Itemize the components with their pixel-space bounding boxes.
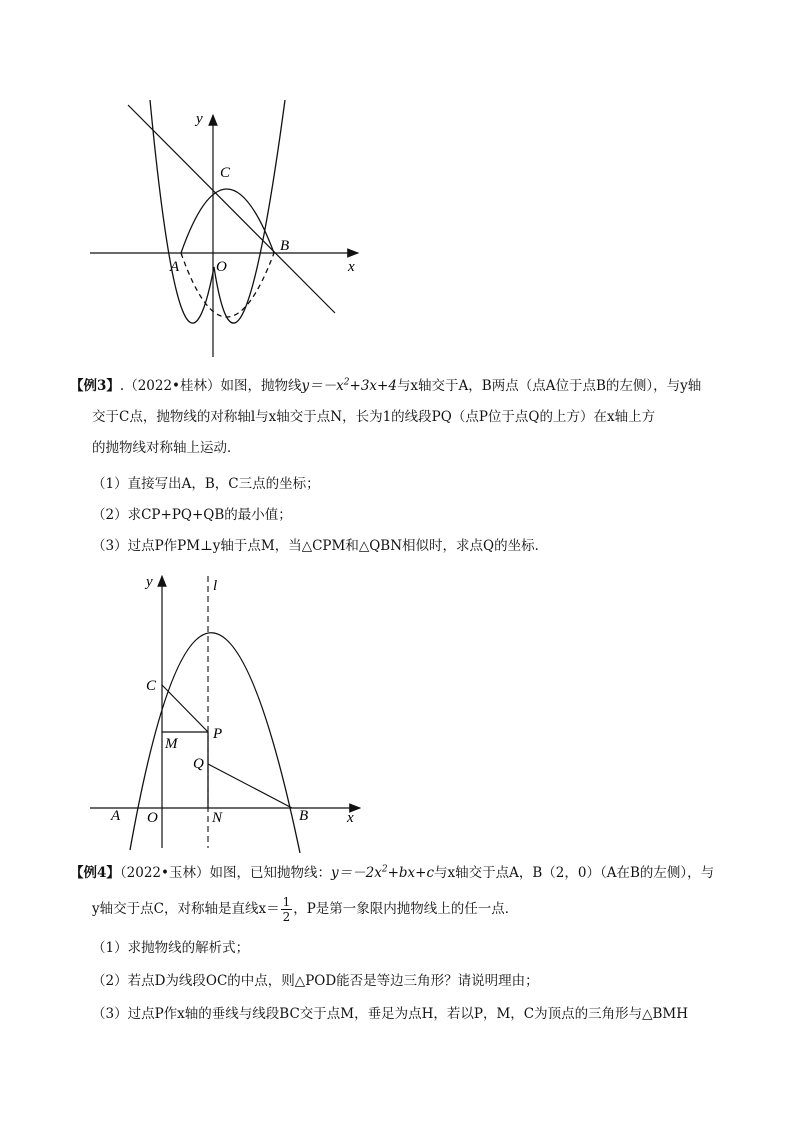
- label-o: O: [216, 259, 227, 275]
- label-n: N: [212, 810, 223, 826]
- example-4-q1: （1）求抛物线的解析式；: [92, 940, 250, 956]
- example-4: [70, 858, 730, 929]
- label-c: C: [146, 678, 157, 694]
- label-a: A: [170, 259, 180, 275]
- label-x: x: [348, 259, 355, 275]
- equation-4: $y=-2x^2+bx+c$: [330, 864, 435, 881]
- fraction-one-half: $\frac{1}{2}$: [282, 895, 291, 924]
- example-3-tag: 【例3】: [70, 378, 120, 394]
- solid-arc: [181, 189, 274, 253]
- label-p: P: [213, 726, 223, 742]
- label-l: l: [213, 578, 218, 594]
- example-4-tag: 【例4】: [70, 865, 120, 881]
- label-b: B: [280, 238, 290, 254]
- upward-parabola: [150, 100, 285, 323]
- example-4-q2: （2）若点D为线段OC的中点，则△POD能否是等边三角形？请说明理由；: [92, 973, 539, 989]
- equation-3: $y=-x^2+3x+4$: [301, 377, 397, 394]
- example-4-line-1: 【例4】（2022•玉林）如图，已知抛物线：$y=-2x^2+bx+c$与x轴交于点A，B（2，0）（A在B的左侧），与: [70, 864, 715, 881]
- label-y: y: [196, 111, 203, 127]
- example-3-q3: （3）过点P作PM⊥y轴于点M，当△CPM和△QBN相似时，求点Q的坐标．: [92, 538, 549, 554]
- figure-1: [80, 95, 380, 365]
- dashed-arc: [181, 253, 274, 317]
- segment-cp: [162, 685, 208, 732]
- example-3-line-1: 【例3】.（2022•桂林）如图，抛物线$y=-x^2+3x+4$与x轴交于A，B两点（点A位于点B的左侧），与y轴: [70, 377, 702, 394]
- example-3-q2: （2）求CP+PQ+QB的最小值；: [92, 507, 292, 523]
- label-a: A: [111, 808, 121, 824]
- line-cb: [128, 105, 335, 313]
- label-b: B: [299, 808, 309, 824]
- example-3: [70, 371, 730, 464]
- label-q: Q: [193, 756, 204, 772]
- label-o: O: [147, 810, 158, 826]
- label-c: C: [220, 165, 231, 181]
- example-4-q3: （3）过点P作x轴的垂线与线段BC交于点M，垂足为点H，若以P，M，C为顶点的三角形与△BMH: [92, 1006, 689, 1022]
- example-3-line-2: 交于C点，抛物线的对称轴l与x轴交于点N，长为1的线段PQ（点P位于点Q的上方）在x轴上方: [92, 409, 656, 425]
- example-3-q1: （1）直接写出A，B，C三点的坐标；: [92, 476, 320, 492]
- label-y: y: [146, 574, 153, 590]
- figure-2: [85, 568, 375, 853]
- example-3-line-3: 的抛物线对称轴上运动．: [92, 440, 241, 456]
- example-4-line-2: y轴交于点C，对称轴是直线x＝ $\frac{1}{2}$ ，P是第一象限内抛物线上的任一点．: [92, 895, 519, 924]
- segment-qb: [208, 764, 292, 808]
- label-x: x: [347, 810, 354, 826]
- label-m: M: [165, 736, 178, 752]
